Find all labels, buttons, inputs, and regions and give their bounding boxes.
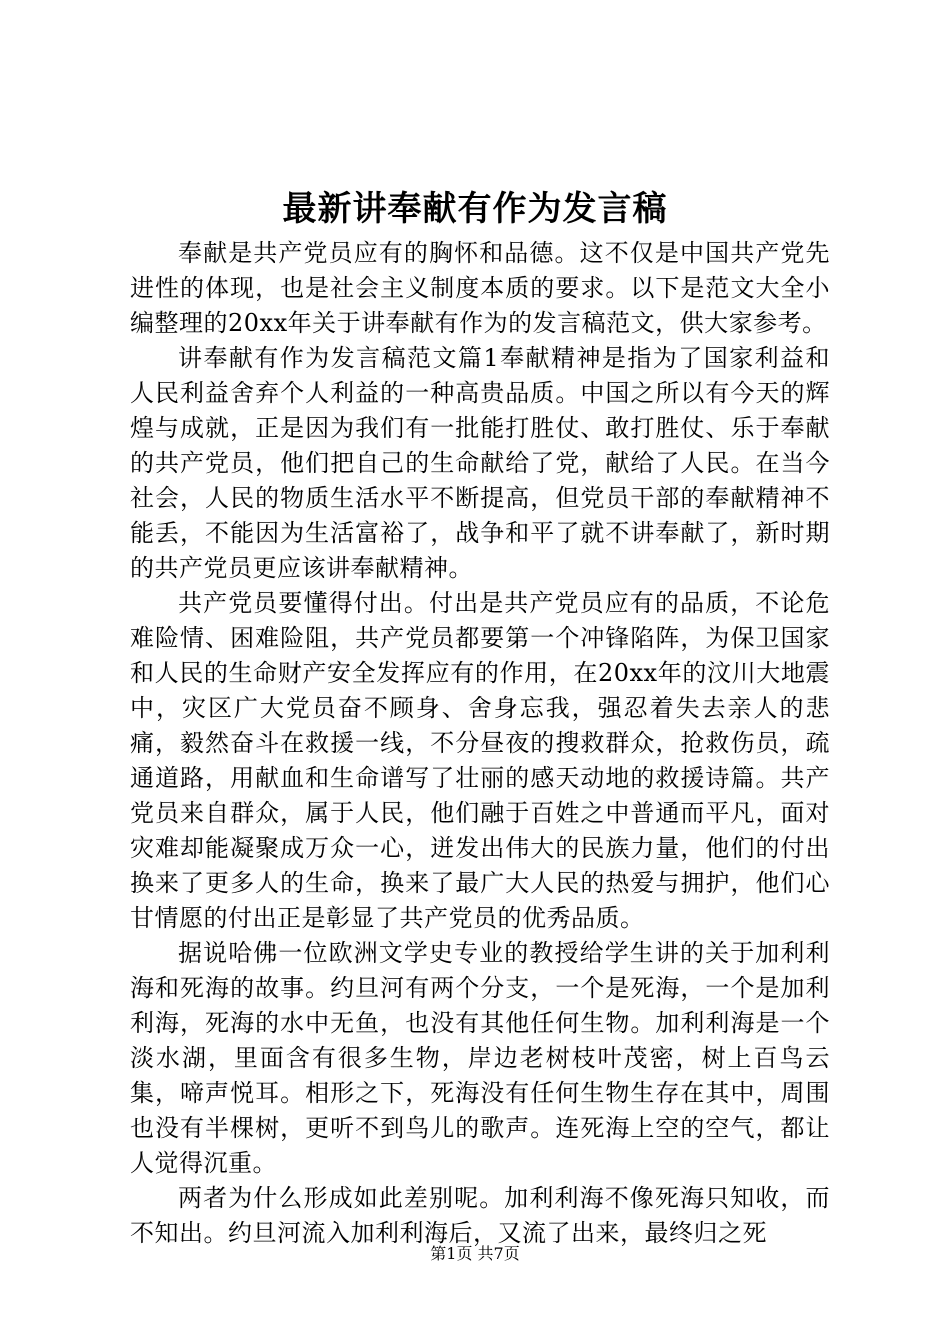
document-title: 最新讲奉献有作为发言稿 bbox=[282, 189, 668, 229]
page-number-footer: 第1页 共7页 bbox=[430, 1244, 520, 1263]
paragraph-intro: 奉献是共产党员应有的胸怀和品德。这不仅是中国共产党先进性的体现，也是社会主义制度本质的要求。以下是范文大全小编整理的20xx年关于讲奉献有作为的发言稿范文，供大家参考。 bbox=[130, 239, 830, 337]
document-body bbox=[130, 236, 830, 1251]
paragraph-dead-sea-story: 据说哈佛一位欧洲文学史专业的教授给学生讲的关于加利利海和死海的故事。约旦河有两个分支，一个是死海，一个是加利利海，死海的水中无鱼，也没有其他任何生物。加利利海是一个淡水湖，里面含有很多生物，岸边老树枝叶茂密，树上百鸟云集，啼声悦耳。相形之下，死海没有任何生物生存在其中，周围也没有半棵树，更听不到鸟儿的歌声。连死海上空的空气，都让人觉得沉重。 bbox=[130, 939, 830, 1177]
paragraph-essay-1: 讲奉献有作为发言稿范文篇1奉献精神是指为了国家利益和人民利益舍弃个人利益的一种高贵品质。中国之所以有今天的辉煌与成就，正是因为我们有一批能打胜仗、敢打胜仗、乐于奉献的共产党员，他们把自己的生命献给了党，献给了人民。在当今社会，人民的物质生活水平不断提高，但党员干部的奉献精神不能丢，不能因为生活富裕了，战争和平了就不讲奉献了，新时期的共产党员更应该讲奉献精神。 bbox=[130, 344, 830, 582]
paragraph-giving: 共产党员要懂得付出。付出是共产党员应有的品质，不论危难险情、困难险阻，共产党员都要第一个冲锋陷阵，为保卫国家和人民的生命财产安全发挥应有的作用，在20xx年的汶川大地震中，灾区广大党员奋不顾身、舍身忘我，强忍着失去亲人的悲痛，毅然奋斗在救援一线，不分昼夜的搜救群众，抢救伤员，疏通道路，用献血和生命谱写了壮丽的感天动地的救援诗篇。共产党员来自群众，属于人民，他们融于百姓之中普通而平凡，面对灾难却能凝聚成万众一心，迸发出伟大的民族力量，他们的付出换来了更多人的生命，换来了最广大人民的热爱与拥护，他们心甘情愿的付出正是彰显了共产党员的优秀品质。 bbox=[130, 589, 830, 932]
paragraph-difference: 两者为什么形成如此差别呢。加利利海不像死海只知收，而不知出。约旦河流入加利利海后，又流了出来，最终归之死 bbox=[130, 1184, 830, 1247]
